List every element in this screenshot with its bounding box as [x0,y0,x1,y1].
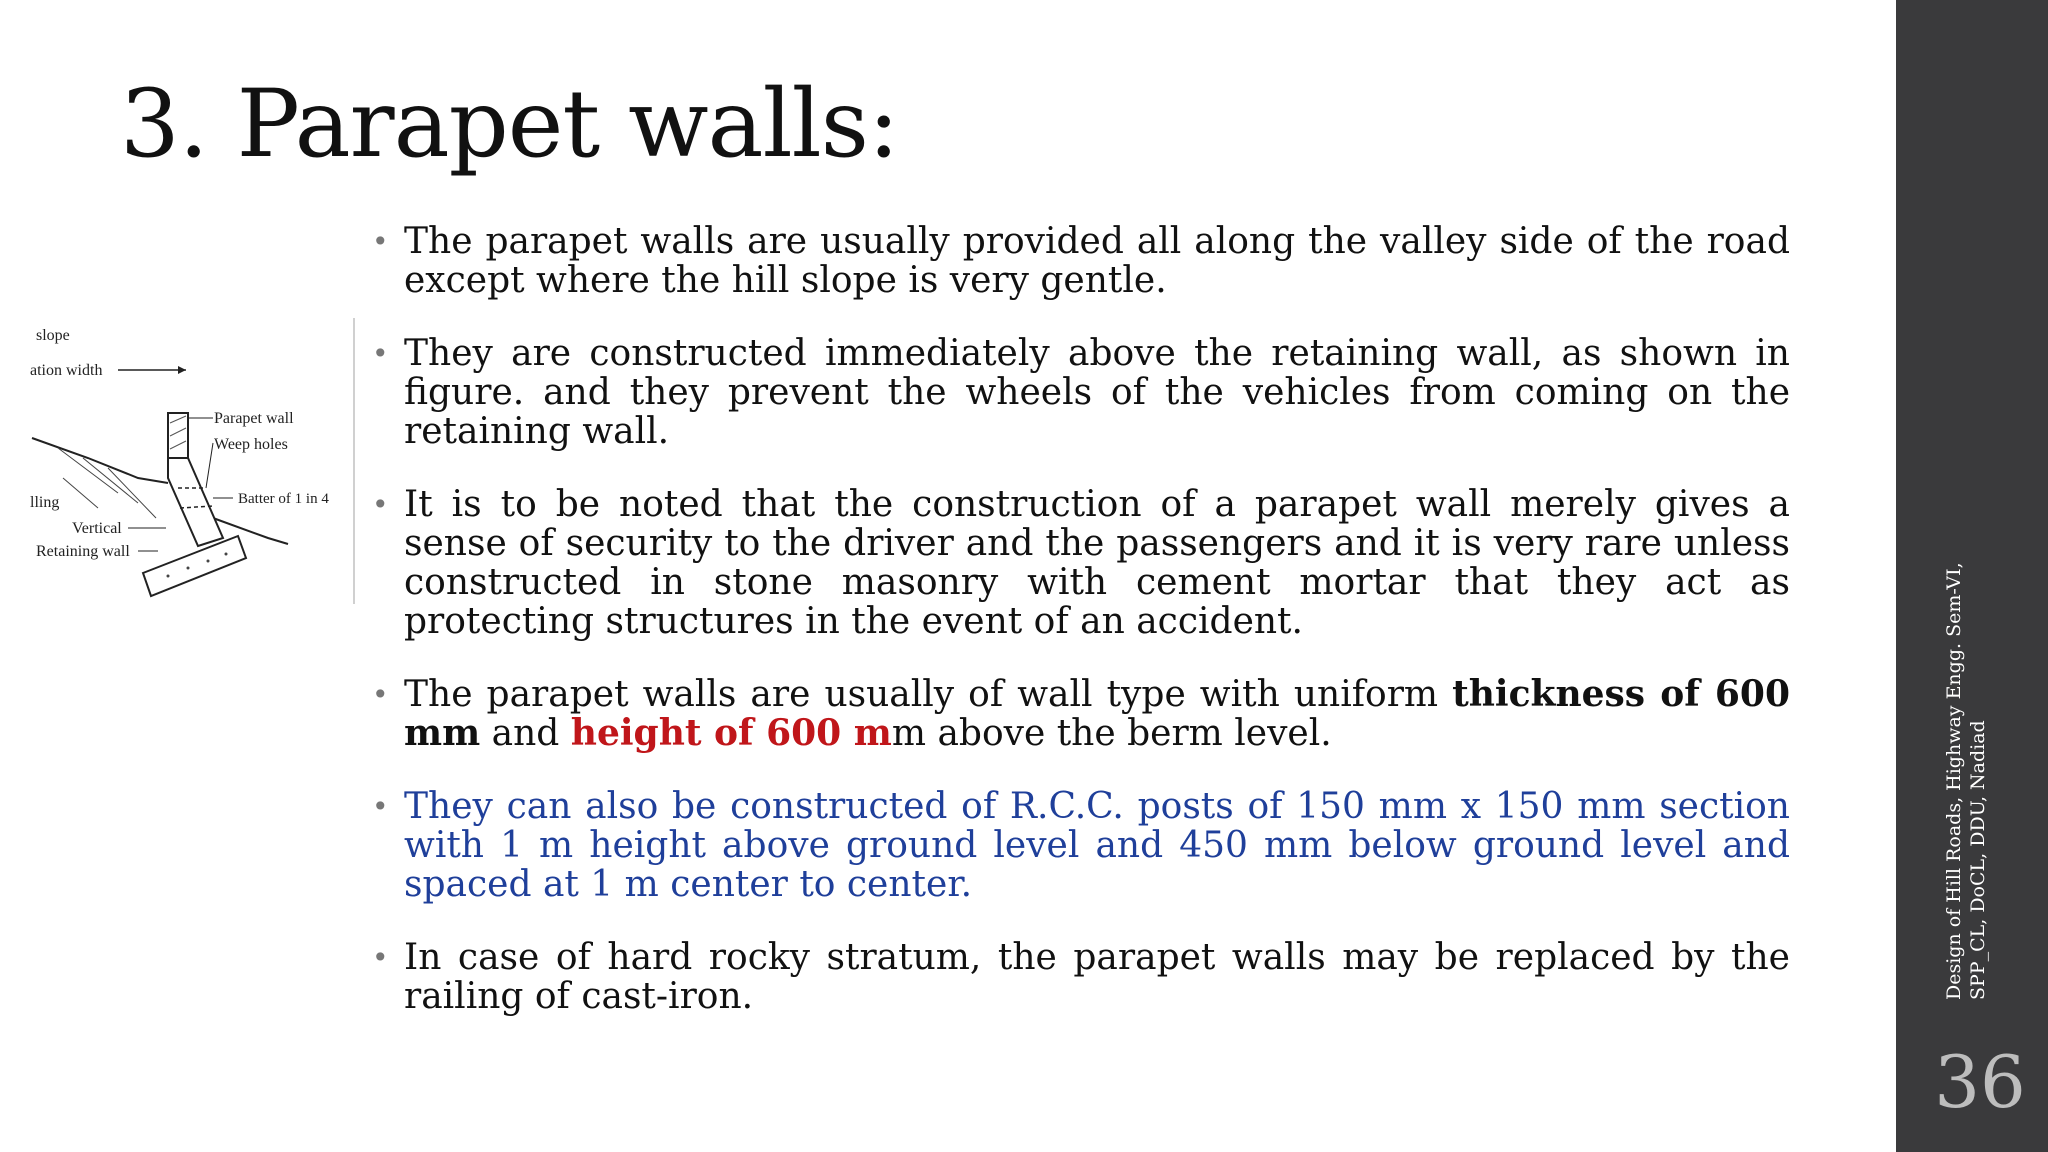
bullet-dot-icon: • [372,225,389,258]
bullet-list [370,222,1790,1050]
parapet-wall-figure [28,318,358,608]
bullet-item: • They can also be constructed of R.C.C. posts of 150 mm x 150 mm section with 1 m height above ground level and 450 mm below ground level and spaced at 1 m center to center. [372,786,1790,905]
figure-label-filling: lling [30,494,60,511]
bullet-dot-icon: • [372,790,389,823]
figure-label-slope: slope [36,327,70,344]
figure-label-weep-holes: Weep holes [214,436,288,453]
bullet-dot-icon: • [372,488,389,521]
bullet-item: • They are constructed immediately above the retaining wall, as shown in figure. and they prevent the wheels of the vehicles from coming on the retaining wall. [372,333,1790,452]
figure-divider [353,318,355,604]
figure-label-parapet-wall: Parapet wall [214,410,294,427]
bullet-item: • The parapet walls are usually provided all along the valley side of the road except where the hill slope is very gentle. [372,221,1790,301]
bullet-item: • The parapet walls are usually of wall type with uniform thickness of 600 mm and height of 600 mm above the berm level. [372,673,1790,754]
bullet-item: • It is to be noted that the construction of a parapet wall merely gives a sense of security to the driver and the passengers and it is very rare unless constructed in stone masonry with cement mortar that they act as protecting structures in the event of an accident. [372,484,1790,642]
figure-label-retaining-wall: Retaining wall [36,543,130,560]
figure-label-batter: Batter of 1 in 4 [238,491,329,507]
sidebar-footer-text: Design of Hill Roads, Highway Engg. Sem-VI, SPP_CL, DoCL, DDU, Nadiad [1943,562,1989,1000]
bullet-item: • In case of hard rocky stratum, the parapet walls may be replaced by the railing of cast-iron. [372,937,1790,1017]
bullet-dot-icon: • [372,337,389,370]
bullet-dot-icon: • [372,941,389,974]
height-highlight: height of 600 m [570,712,892,754]
bullet-dot-icon: • [372,678,389,711]
slide-title: 3. Parapet walls: [120,70,899,179]
page-number: 36 [1934,1040,2026,1124]
figure-label-formation-width: ation width [30,362,103,379]
figure-label-vertical: Vertical [72,520,122,537]
thickness-highlight: thickness of 600 mm [404,673,1790,754]
